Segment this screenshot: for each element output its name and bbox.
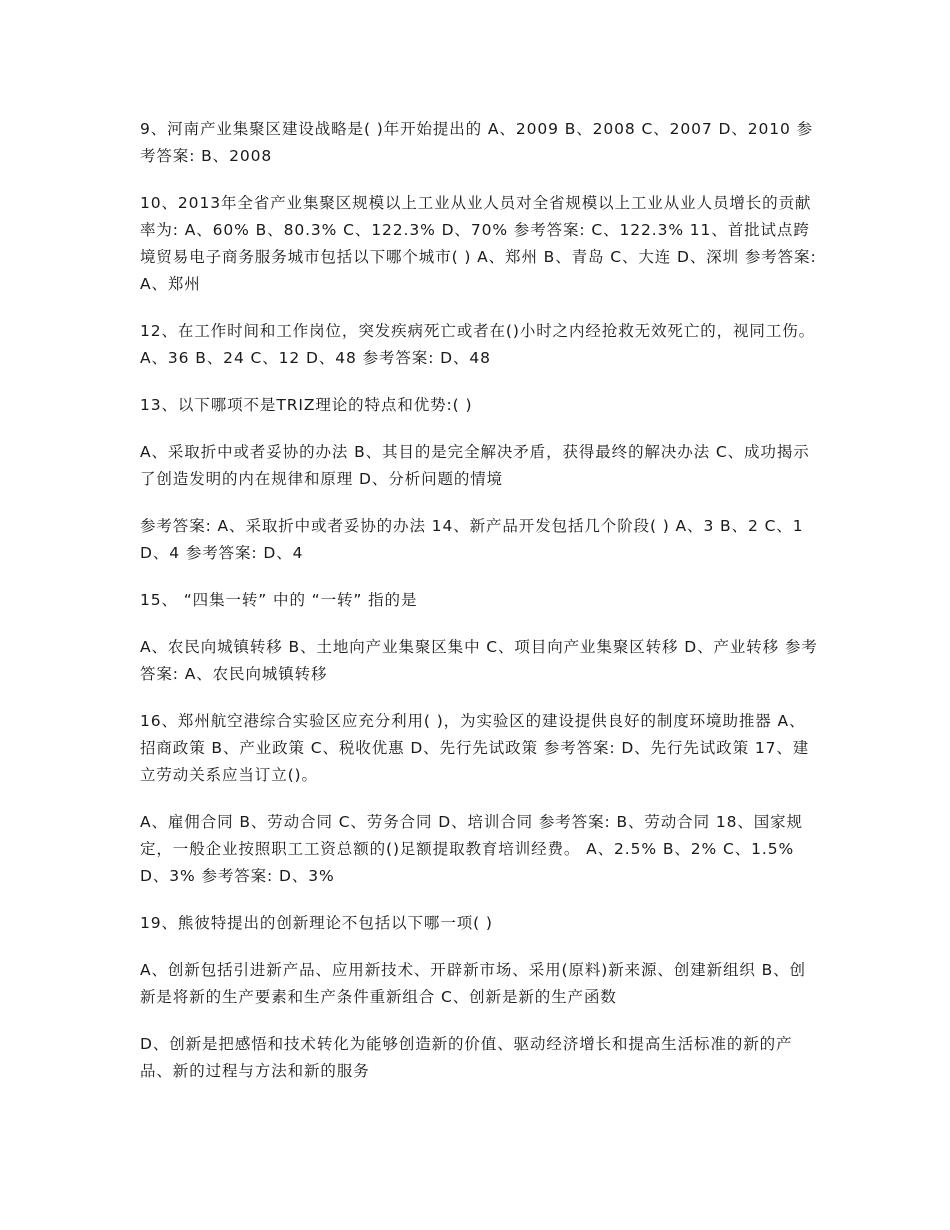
question-15: 15、 “四集一转” 中的 “一转” 指的是 bbox=[140, 591, 418, 609]
question-19: 19、熊彼特提出的创新理论不包括以下哪一项( ) bbox=[140, 914, 493, 932]
question-19-option-d: D、创新是把感悟和技术转化为能够创造新的价值、驱动经济增长和提高生活标准的新的产品、新的过程与方法和新的服务 bbox=[140, 1035, 793, 1080]
question-10-11: 10、2013年全省产业集聚区规模以上工业从业人员对全省规模以上工业从业人员增长的贡献率为: A、60% B、80.3% C、122.3% D、70% 参考答案: C、122.3% 11、首批试点跨境贸易电子商务服务城市包括以下哪个城市( ) A、郑州 B、青岛 C、大连 D、深圳 参考答案: A、郑州 bbox=[140, 194, 817, 293]
question-9: 9、河南产业集聚区建设战略是( )年开始提出的 A、2009 B、2008 C、2007 D、2010 参考答案: B、2008 bbox=[140, 120, 813, 165]
question-15-options: A、农民向城镇转移 B、土地向产业集聚区集中 C、项目向产业集聚区转移 D、产业转移 参考答案: A、农民向城镇转移 bbox=[140, 638, 818, 683]
question-19-options-abc: A、创新包括引进新产品、应用新技术、开辟新市场、采用(原料)新来源、创建新组织 B、创新是将新的生产要素和生产条件重新组合 C、创新是新的生产函数 bbox=[140, 961, 806, 1006]
question-13-options: A、采取折中或者妥协的办法 B、其目的是完全解决矛盾，获得最终的解决办法 C、成功揭示了创造发明的内在规律和原理 D、分析问题的情境 bbox=[140, 443, 810, 488]
question-13-answer-14: 参考答案: A、采取折中或者妥协的办法 14、新产品开发包括几个阶段( ) A、3 B、2 C、1 D、4 参考答案: D、4 bbox=[140, 517, 804, 562]
document-page bbox=[140, 116, 820, 1105]
question-17-18: A、雇佣合同 B、劳动合同 C、劳务合同 D、培训合同 参考答案: B、劳动合同 18、国家规定，一般企业按照职工工资总额的()足额提取教育培训经费。 A、2.5% B、2% C、1.5% D、3% 参考答案: D、3% bbox=[140, 813, 803, 885]
question-12: 12、在工作时间和工作岗位，突发疾病死亡或者在()小时之内经抢救无效死亡的，视同工伤。 A、36 B、24 C、12 D、48 参考答案: D、48 bbox=[140, 322, 816, 367]
question-13: 13、以下哪项不是TRIZ理论的特点和优势:( ) bbox=[140, 396, 473, 414]
question-16-17: 16、郑州航空港综合实验区应充分利用( )，为实验区的建设提供良好的制度环境助推器 A、招商政策 B、产业政策 C、税收优惠 D、先行先试政策 参考答案: D、先行先试政策 17、建立劳动关系应当订立()。 bbox=[140, 712, 810, 784]
